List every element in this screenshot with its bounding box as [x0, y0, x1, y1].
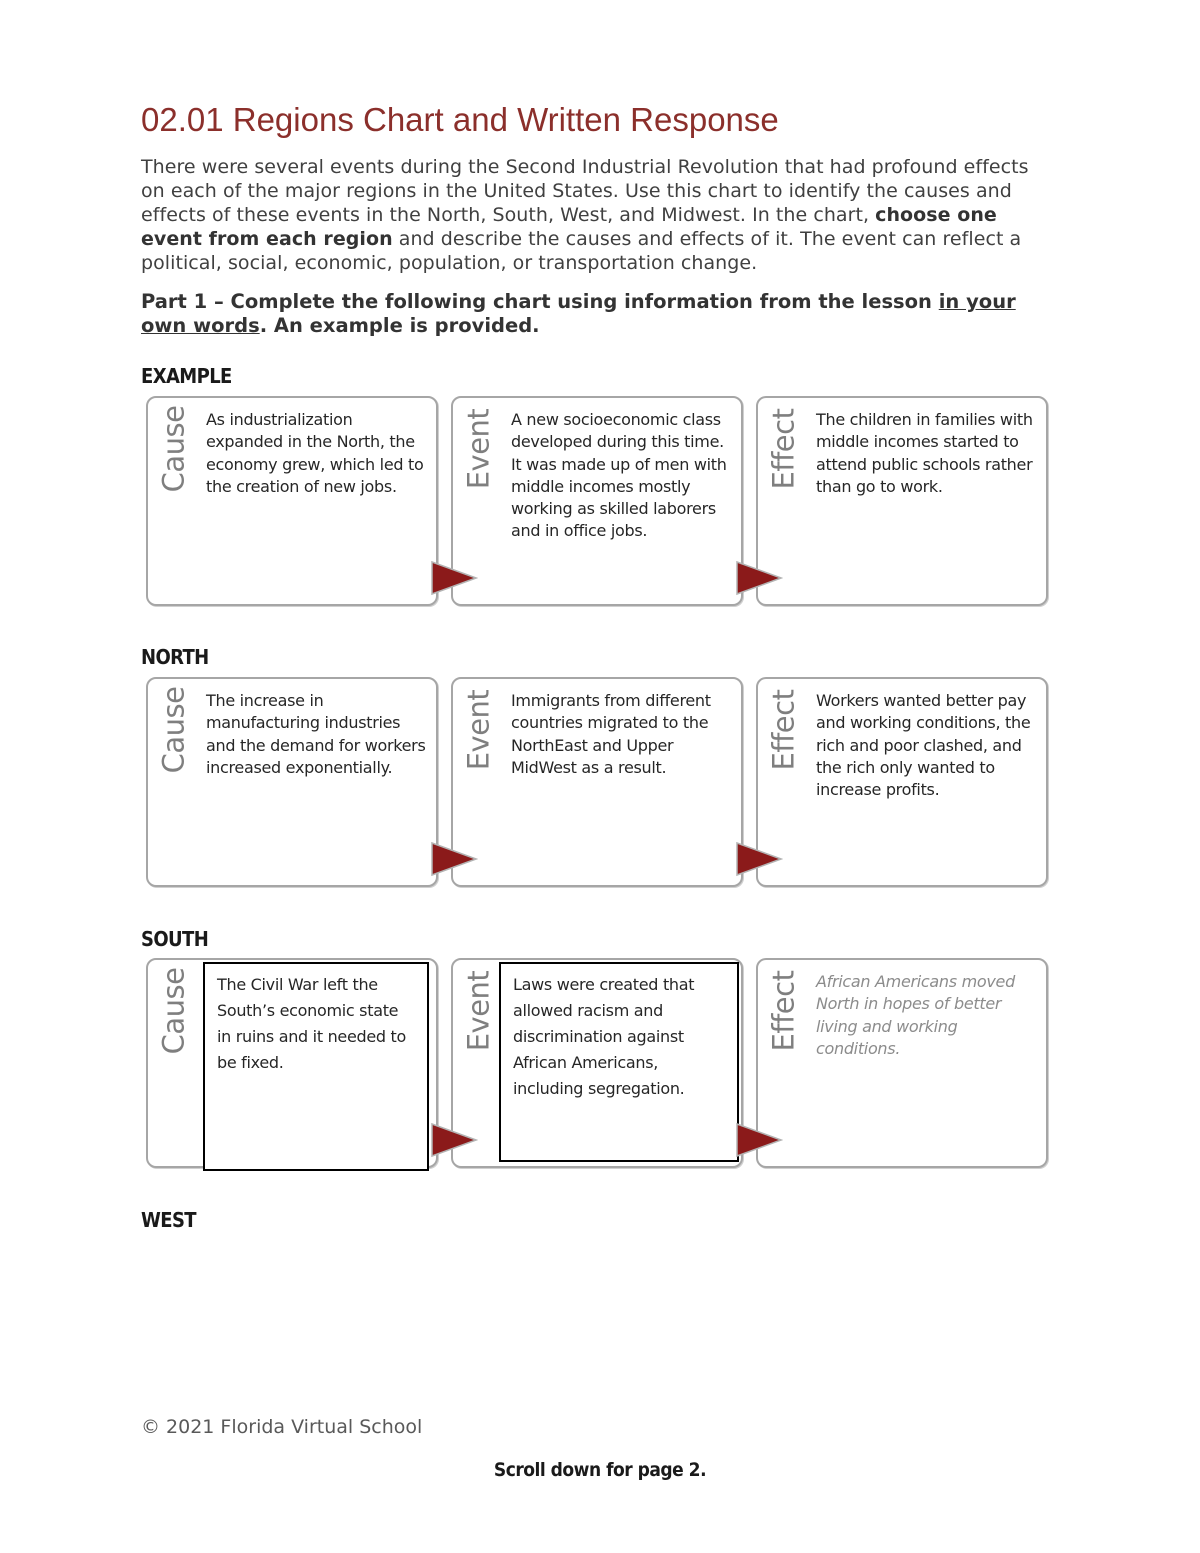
right-triangle-arrow-icon — [735, 560, 783, 596]
cause-card — [146, 396, 438, 606]
right-triangle-arrow-icon — [735, 1122, 783, 1158]
effect-text: The children in families with middle incomes started to attend public schools rather than go to work. — [816, 410, 1033, 496]
chart-row-example — [140, 396, 1060, 611]
section-label-south: SOUTH — [141, 927, 209, 951]
effect-card — [756, 396, 1048, 606]
cause-label: Cause — [156, 967, 191, 1055]
cause-label: Cause — [156, 405, 191, 493]
part1-text-end: . An example is provided. — [259, 314, 540, 337]
effect-card — [756, 958, 1048, 1168]
page-title: 02.01 Regions Chart and Written Response — [141, 101, 779, 138]
cause-text-box[interactable] — [203, 962, 429, 1171]
event-card — [451, 396, 743, 606]
intro-paragraph — [141, 155, 1056, 275]
intro-text-start: There were several events during the Second Industrial Revolution that had profound effects on each of the major regions in the United States. Use this chart to identify the causes and effects of these events in the North, South, West, and Midwest. In the chart, — [141, 156, 1029, 226]
section-label-example: EXAMPLE — [141, 364, 232, 388]
part1-text-start: Part 1 – Complete the following chart using information from the lesson — [141, 290, 939, 313]
event-text[interactable]: Immigrants from different countries migrated to the NorthEast and Upper MidWest as a result. — [511, 691, 711, 777]
event-label: Event — [461, 408, 496, 490]
effect-text[interactable]: African Americans moved North in hopes of better living and working conditions. — [816, 972, 1015, 1058]
section-label-north: NORTH — [141, 645, 209, 669]
cause-text: As industrialization expanded in the North, the economy grew, which led to the creation of new jobs. — [206, 410, 424, 496]
event-card — [451, 677, 743, 887]
event-label: Event — [461, 689, 496, 771]
effect-text[interactable]: Workers wanted better pay and working conditions, the rich and poor clashed, and the rich only wanted to increase profits. — [816, 691, 1031, 800]
section-label-west: WEST — [141, 1208, 196, 1232]
chart-row-south — [140, 958, 1060, 1173]
cause-text[interactable]: The increase in manufacturing industries and the demand for workers increased exponentially. — [206, 691, 426, 777]
right-triangle-arrow-icon — [430, 1122, 478, 1158]
scroll-note: Scroll down for page 2. — [493, 1459, 707, 1481]
cause-text: The Civil War left the South’s economic state in ruins and it needed to be fixed. — [217, 975, 407, 1072]
event-text: A new socioeconomic class developed during this time. It was made up of men with middle incomes mostly working as skilled laborers and in office jobs. — [511, 410, 727, 541]
part1-instruction — [141, 290, 1041, 338]
part1-underlined: in your own words — [141, 290, 1016, 337]
effect-label: Effect — [766, 689, 800, 771]
chart-row-north — [140, 677, 1060, 892]
intro-text-end: and describe the causes and effects of it. The event can reflect a political, social, economic, population, or transportation change. — [141, 228, 1022, 274]
right-triangle-arrow-icon — [735, 841, 783, 877]
cause-card — [146, 677, 438, 887]
intro-bold-instruction: choose one event from each region — [141, 204, 997, 250]
event-text-box[interactable] — [499, 962, 739, 1162]
effect-card — [756, 677, 1048, 887]
event-text: Laws were created that allowed racism and discrimination against African Americans, including segregation. — [513, 975, 695, 1098]
right-triangle-arrow-icon — [430, 841, 478, 877]
copyright-notice: © 2021 Florida Virtual School — [141, 1416, 423, 1438]
effect-label: Effect — [766, 408, 800, 490]
cause-label: Cause — [156, 686, 191, 774]
right-triangle-arrow-icon — [430, 560, 478, 596]
event-label: Event — [461, 970, 496, 1052]
effect-label: Effect — [766, 970, 800, 1052]
